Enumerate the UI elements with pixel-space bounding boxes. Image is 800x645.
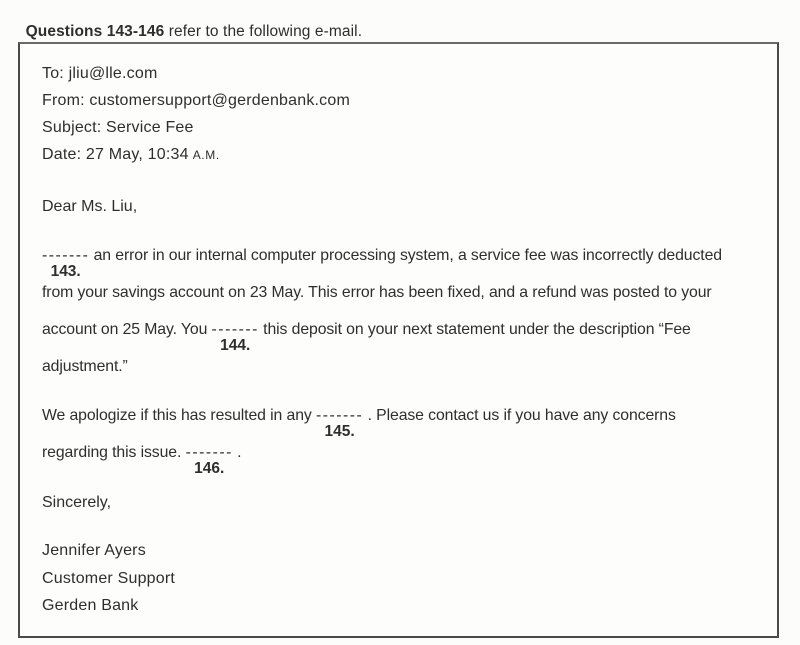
body-text-segment: from your savings account on 23 May. This error has been fixed, and a refund was posted to your [42, 284, 712, 301]
body-line [42, 397, 763, 440]
body-line [42, 311, 763, 354]
body-text-segment: this deposit on your next statement under the description “Fee [258, 321, 691, 338]
email-header-to: To: jliu@lle.com [42, 65, 158, 82]
question-range: Questions 143-146 [25, 23, 165, 40]
signature-line: Gerden Bank [42, 597, 139, 614]
body-text-segment: an error in our internal computer processing system, a service fee was incorrectly deducted [89, 247, 722, 264]
blank-number: 145. [324, 423, 355, 440]
fill-in-blank-143 [42, 237, 90, 280]
blank-number: 146. [194, 460, 225, 477]
body-text-segment: . Please contact us if you have any concerns [363, 407, 676, 424]
email-header-date-main: Date: 27 May, 10:34 [42, 146, 189, 163]
blank-number: 143. [50, 263, 81, 280]
email-paragraph [42, 237, 763, 385]
email-header-block [42, 60, 763, 169]
fill-in-blank-145 [315, 397, 364, 440]
fill-in-blank-144 [211, 311, 259, 354]
email-closing: Sincerely, [42, 494, 112, 511]
body-line [42, 237, 763, 280]
body-text-segment: . [232, 444, 242, 461]
email-header-date [42, 141, 763, 169]
email-signature-block [42, 537, 763, 620]
body-text-segment: account on 25 May. You [42, 321, 212, 338]
body-text-segment: We apologize if this has resulted in any [42, 407, 316, 424]
fill-in-blank-146 [185, 434, 233, 477]
email-header-subject: Subject: Service Fee [42, 119, 194, 136]
title-rest: refer to the following e-mail. [164, 23, 363, 40]
body-text-segment: adjustment.” [42, 358, 128, 375]
email-body [42, 237, 763, 477]
signature-line: Jennifer Ayers [42, 542, 146, 559]
signature-line: Customer Support [42, 569, 176, 587]
body-line [42, 348, 763, 385]
email-header-from: From: customersupport@gerdenbank.com [42, 92, 351, 109]
blank-dashes: ------- [211, 321, 259, 338]
body-line [42, 434, 763, 477]
blank-dashes: ------- [42, 247, 90, 264]
email-greeting: Dear Ms. Liu, [42, 198, 138, 215]
email-header-date-meridiem: A.M. [192, 148, 220, 162]
body-text-segment: regarding this issue. [42, 444, 186, 461]
blank-number: 144. [220, 337, 251, 354]
email-paragraph [42, 397, 763, 477]
blank-dashes: ------- [185, 444, 233, 461]
body-line [42, 274, 763, 311]
blank-dashes: ------- [315, 407, 364, 424]
email-document [18, 42, 779, 638]
